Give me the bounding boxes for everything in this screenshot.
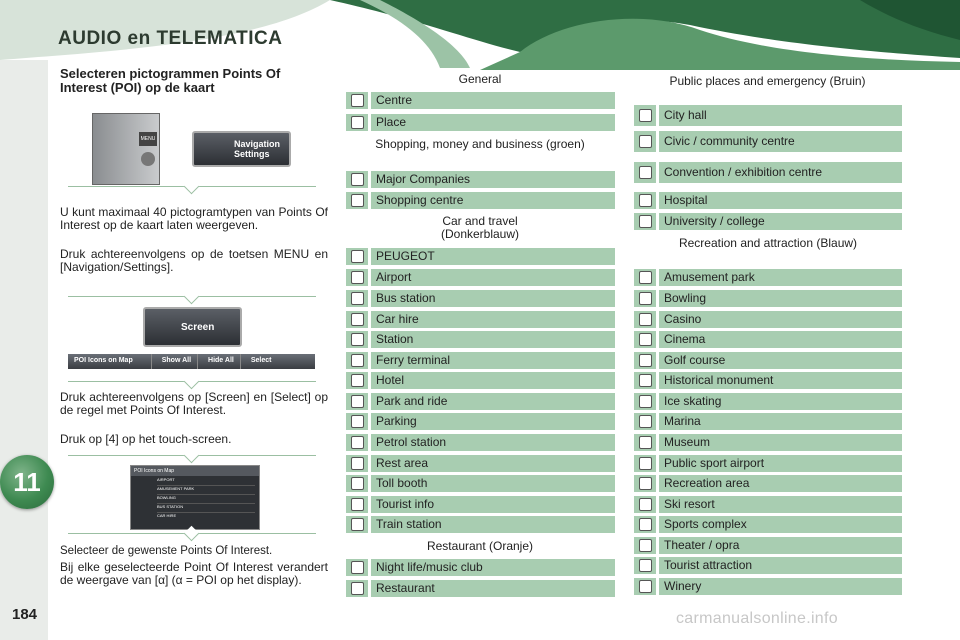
- menu-hide-all[interactable]: Hide All: [198, 354, 241, 369]
- poi-label: Park and ride: [371, 393, 615, 410]
- poi-row: [346, 372, 615, 389]
- graduation-cap-icon: [634, 213, 656, 230]
- poi-label: Ski resort: [659, 496, 902, 513]
- train-station-icon: [346, 516, 368, 533]
- poi-row: [634, 311, 902, 328]
- poi-row: [346, 475, 615, 492]
- list-item: AMUSEMENT PARK: [157, 486, 255, 495]
- paragraph-press-menu: Druk achtereenvolgens op de toetsen MENU en [Navigation/Settings].: [60, 247, 328, 274]
- poi-label: Golf course: [659, 352, 902, 369]
- poi-menu-strip: [68, 354, 315, 369]
- convention-icon: [634, 162, 656, 183]
- cocktail-icon: [346, 559, 368, 576]
- poi-row: [634, 131, 902, 152]
- info-icon: [346, 496, 368, 513]
- divider: [68, 186, 316, 187]
- poi-row: [346, 516, 615, 533]
- poi-label: Tourist attraction: [659, 557, 902, 574]
- poi-label: Cinema: [659, 331, 902, 348]
- paragraph-press-4: Druk op [4] op het touch-screen.: [60, 432, 232, 446]
- train-icon: [346, 331, 368, 348]
- divider: [68, 533, 316, 534]
- poi-row: [634, 434, 902, 451]
- poi-row-shopping-centre: [346, 192, 615, 209]
- poi-row: [346, 331, 615, 348]
- poi-row: [346, 580, 615, 597]
- ski-icon: [634, 496, 656, 513]
- poi-row-place: [346, 114, 615, 131]
- poi-list-screenshot: [130, 465, 260, 530]
- hotel-bed-icon: [346, 372, 368, 389]
- fuel-pump-icon: [346, 434, 368, 451]
- sports-complex-icon: [634, 516, 656, 533]
- centre-icon: [346, 92, 368, 109]
- peugeot-lion-icon: [346, 248, 368, 265]
- poi-row: [346, 434, 615, 451]
- dial-icon: [141, 152, 155, 166]
- poi-label: Place: [371, 114, 615, 131]
- poi-row-major-companies: [346, 171, 615, 188]
- poi-row: [634, 331, 902, 348]
- category-car-travel: Car and travel (Donkerblauw): [440, 214, 520, 241]
- poi-label: Hotel: [371, 372, 615, 389]
- poi-label: Recreation area: [659, 475, 902, 492]
- poi-label: Train station: [371, 516, 615, 533]
- recreation-area-icon: [634, 475, 656, 492]
- poi-label: Centre: [371, 92, 615, 109]
- poi-label: Station: [371, 331, 615, 348]
- page-number: 184: [12, 606, 38, 623]
- paragraph-press-screen: Druk achtereenvolgens op [Screen] en [Select] op de regel met Points Of Interest.: [60, 390, 328, 417]
- navigation-settings-button[interactable]: Navigation Settings: [192, 131, 291, 167]
- poi-label: Shopping centre: [371, 192, 615, 209]
- shopping-cart-icon: [346, 192, 368, 209]
- poi-row: [634, 537, 902, 554]
- poi-list-title: POI Icons on Map: [131, 466, 259, 476]
- poi-label: Night life/music club: [371, 559, 615, 576]
- poi-label: Hospital: [659, 192, 902, 209]
- poi-row: [346, 248, 615, 265]
- poi-label: Airport: [371, 269, 615, 286]
- list-item: AIRPORT: [157, 477, 255, 486]
- poi-label: Restaurant: [371, 580, 615, 597]
- poi-row: [346, 455, 615, 472]
- poi-label: Convention / exhibition centre: [659, 162, 902, 183]
- companies-icon: [346, 171, 368, 188]
- golf-icon: [634, 352, 656, 369]
- poi-list-rows: [157, 477, 255, 521]
- poi-label: Winery: [659, 578, 902, 595]
- menu-show-all[interactable]: Show All: [152, 354, 198, 369]
- poi-row: [346, 559, 615, 576]
- poi-row: [346, 269, 615, 286]
- poi-label: Bus station: [371, 290, 615, 307]
- poi-row-centre: [346, 92, 615, 109]
- poi-label: City hall: [659, 105, 902, 126]
- poi-label: Museum: [659, 434, 902, 451]
- museum-icon: [634, 434, 656, 451]
- watermark: carmanualsonline.info: [676, 610, 838, 627]
- poi-label: Public sport airport: [659, 455, 902, 472]
- poi-label: Petrol station: [371, 434, 615, 451]
- anchor-icon: [634, 413, 656, 430]
- poi-label: Car hire: [371, 311, 615, 328]
- poi-row: [634, 162, 902, 183]
- bus-icon: [346, 290, 368, 307]
- sport-airport-icon: [634, 455, 656, 472]
- poi-row: [634, 393, 902, 410]
- device-photo: [92, 113, 160, 185]
- hospital-icon: [634, 192, 656, 209]
- ferry-icon: [346, 352, 368, 369]
- poi-row: [634, 372, 902, 389]
- list-item: CAR HIRE: [157, 513, 177, 518]
- car-icon: [346, 311, 368, 328]
- poi-label: Major Companies: [371, 171, 615, 188]
- poi-label: University / college: [659, 213, 902, 230]
- cinema-icon: [634, 331, 656, 348]
- poi-label: PEUGEOT: [371, 248, 615, 265]
- list-item: BOWLING: [157, 495, 255, 504]
- menu-poi-icons: POI Icons on Map: [68, 354, 152, 369]
- poi-row: [346, 290, 615, 307]
- poi-label: Tourist info: [371, 496, 615, 513]
- menu-key: MENU: [139, 132, 157, 146]
- paragraph-display-change: Bij elke geselecteerde Point Of Interest verandert de weergave van [α] (α = POI op het display).: [60, 560, 328, 587]
- toll-booth-icon: [346, 475, 368, 492]
- menu-select[interactable]: Select: [250, 357, 272, 364]
- poi-label: Theater / opra: [659, 537, 902, 554]
- poi-label: Toll booth: [371, 475, 615, 492]
- poi-row: [346, 393, 615, 410]
- poi-row: [634, 557, 902, 574]
- poi-row: [634, 455, 902, 472]
- chapter-badge: [0, 455, 54, 509]
- poi-label: Marina: [659, 413, 902, 430]
- rest-area-icon: [346, 455, 368, 472]
- park-ride-icon: [346, 393, 368, 410]
- divider: [68, 381, 316, 382]
- poi-label: Historical monument: [659, 372, 902, 389]
- chapter-number: 11: [13, 466, 41, 497]
- poi-row: [634, 105, 902, 126]
- ice-skate-icon: [634, 393, 656, 410]
- cutlery-icon: [346, 580, 368, 597]
- poi-label: Rest area: [371, 455, 615, 472]
- poi-row: [346, 413, 615, 430]
- category-public: Public places and emergency (Bruin): [669, 74, 866, 88]
- poi-row: [346, 352, 615, 369]
- category-general: General: [458, 72, 502, 86]
- poi-row: [634, 413, 902, 430]
- poi-label: Parking: [371, 413, 615, 430]
- poi-row: [346, 311, 615, 328]
- category-restaurant: Restaurant (Oranje): [426, 539, 534, 553]
- parking-icon: [346, 413, 368, 430]
- monument-icon: [634, 372, 656, 389]
- airport-icon: [346, 269, 368, 286]
- wine-bottle-icon: [634, 578, 656, 595]
- category-recreation: Recreation and attraction (Blauw): [678, 236, 858, 250]
- left-margin-strip: [0, 60, 48, 640]
- poi-row: [634, 290, 902, 307]
- divider: [68, 455, 316, 456]
- theater-icon: [634, 537, 656, 554]
- poi-label: Amusement park: [659, 269, 902, 286]
- paragraph-select-poi: Selecteer de gewenste Points Of Interest.: [60, 545, 273, 557]
- poi-row: [634, 352, 902, 369]
- place-icon: [346, 114, 368, 131]
- poi-label: Civic / community centre: [659, 131, 902, 152]
- list-item: BUS STATION: [157, 504, 255, 513]
- casino-icon: [634, 311, 656, 328]
- divider: [68, 296, 316, 297]
- poi-row: [634, 192, 902, 209]
- poi-row: [346, 496, 615, 513]
- page-title: AUDIO en TELEMATICA: [58, 28, 283, 49]
- poi-row: [634, 578, 902, 595]
- poi-row: [634, 516, 902, 533]
- amusement-park-icon: [634, 269, 656, 286]
- city-hall-icon: [634, 105, 656, 126]
- poi-label: Bowling: [659, 290, 902, 307]
- poi-row: [634, 213, 902, 230]
- poi-label: Sports complex: [659, 516, 902, 533]
- section-title: Selecteren pictogrammen Points Of Interest (POI) op de kaart: [60, 66, 281, 95]
- poi-label: Casino: [659, 311, 902, 328]
- poi-label: Ferry terminal: [371, 352, 615, 369]
- poi-row: [634, 269, 902, 286]
- screen-button[interactable]: Screen: [143, 307, 242, 347]
- paragraph-max-icons: U kunt maximaal 40 pictogramtypen van Points Of Interest op de kaart laten weergeven.: [60, 205, 328, 232]
- civic-centre-icon: [634, 131, 656, 152]
- bowling-icon: [634, 290, 656, 307]
- tourist-attraction-icon: [634, 557, 656, 574]
- category-shopping: Shopping, money and business (groen): [375, 137, 585, 151]
- poi-row: [634, 475, 902, 492]
- poi-label: Ice skating: [659, 393, 902, 410]
- poi-row: [634, 496, 902, 513]
